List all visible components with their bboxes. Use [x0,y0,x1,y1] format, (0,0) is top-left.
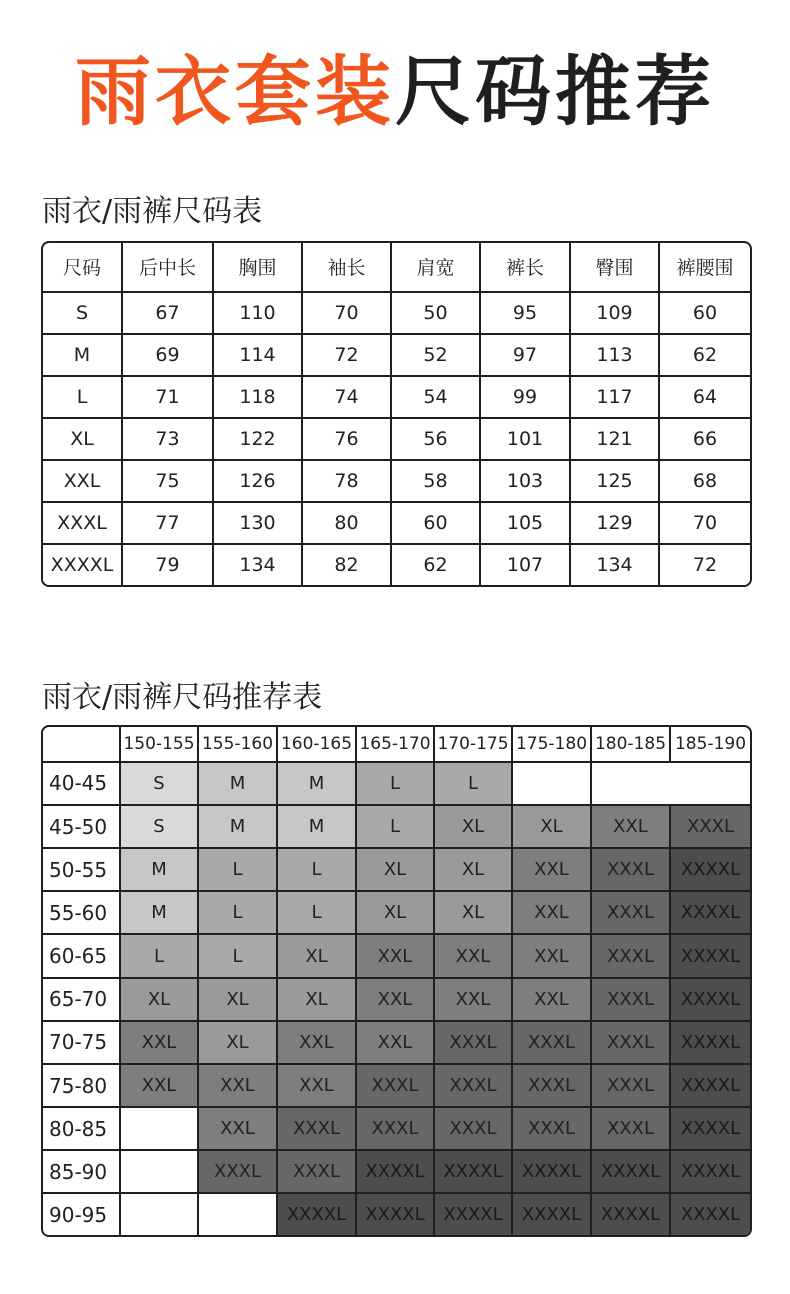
size-value-cell: 134 [570,544,659,585]
weight-row [43,848,750,891]
height-header-cell: 170-175 [434,727,512,762]
height-header-cell: 175-180 [512,727,591,762]
weight-label-cell: 60-65 [43,934,120,977]
corner-cell [43,727,120,762]
weight-row [43,934,750,977]
size-header-cell: 尺码 [43,243,122,292]
size-recommend-cell: XXL [512,934,591,977]
size-recommend-cell: XXXL [198,1150,277,1193]
size-label-cell: S [43,292,122,334]
size-value-cell: 75 [122,460,213,502]
size-recommend-cell: XL [277,978,356,1021]
size-value-cell: 113 [570,334,659,376]
size-recommend-cell: XXXL [434,1021,512,1064]
size-recommend-cell: XXXXL [434,1193,512,1235]
size-recommend-cell: L [356,762,434,805]
weight-label-cell: 85-90 [43,1150,120,1193]
size-value-cell: 70 [302,292,391,334]
empty-cell [120,1107,198,1150]
size-recommend-cell: XXL [434,934,512,977]
size-value-cell: 72 [659,544,750,585]
size-value-cell: 125 [570,460,659,502]
size-value-cell: 134 [213,544,302,585]
size-value-cell: 60 [391,502,480,544]
size-header-cell: 臀围 [570,243,659,292]
weight-label-cell: 65-70 [43,978,120,1021]
size-header-cell: 肩宽 [391,243,480,292]
size-header-cell: 袖长 [302,243,391,292]
size-label-cell: L [43,376,122,418]
size-recommend-cell: S [120,805,198,848]
size-recommend-cell: XXXXL [591,1193,670,1235]
size-recommend-cell: XXL [198,1107,277,1150]
size-recommend-cell: XXL [512,848,591,891]
weight-label-cell: 80-85 [43,1107,120,1150]
size-recommend-cell: XXL [198,1064,277,1107]
size-label-cell: XL [43,418,122,460]
size-recommend-cell: XXXL [512,1107,591,1150]
size-recommend-cell: XXL [434,978,512,1021]
size-header-cell: 胸围 [213,243,302,292]
size-value-cell: 95 [480,292,570,334]
size-recommend-cell: XXXL [670,805,750,848]
size-recommend-cell: XXXXL [670,1107,750,1150]
size-recommend-cell: XXXL [277,1107,356,1150]
height-header-row [43,727,750,762]
empty-cell [198,1193,277,1235]
size-recommend-cell: M [120,848,198,891]
size-row [43,544,750,585]
size-value-cell: 130 [213,502,302,544]
weight-row [43,891,750,934]
height-header-cell: 160-165 [277,727,356,762]
size-value-cell: 69 [122,334,213,376]
weight-label-cell: 90-95 [43,1193,120,1235]
weight-row [43,1193,750,1235]
size-recommend-cell: XXL [512,978,591,1021]
height-header-cell: 185-190 [670,727,750,762]
height-header-cell: 180-185 [591,727,670,762]
size-label-cell: M [43,334,122,376]
size-value-cell: 117 [570,376,659,418]
size-recommend-cell: M [198,805,277,848]
weight-row [43,805,750,848]
size-recommend-cell: L [356,805,434,848]
weight-label-cell: 55-60 [43,891,120,934]
size-recommend-cell: XXXXL [670,1193,750,1235]
recommend-table-frame [41,725,752,1237]
size-value-cell: 79 [122,544,213,585]
size-value-cell: 73 [122,418,213,460]
empty-cell [120,1150,198,1193]
weight-row [43,1064,750,1107]
size-recommend-cell: XXL [356,978,434,1021]
size-recommend-cell: XXXL [434,1064,512,1107]
size-recommend-cell: XL [198,978,277,1021]
size-recommend-cell: XXXL [591,1021,670,1064]
size-value-cell: 66 [659,418,750,460]
size-recommend-cell: XXXXL [670,978,750,1021]
size-value-cell: 114 [213,334,302,376]
size-table-frame [41,241,752,587]
size-recommend-cell: L [198,934,277,977]
size-row [43,460,750,502]
size-value-cell: 58 [391,460,480,502]
size-value-cell: 126 [213,460,302,502]
recommend-table [43,727,750,1235]
height-header-cell: 165-170 [356,727,434,762]
size-value-cell: 118 [213,376,302,418]
size-value-cell: 129 [570,502,659,544]
size-recommend-cell: XXXL [591,1064,670,1107]
size-recommend-cell: XXXXL [670,1064,750,1107]
size-recommend-cell: XXL [356,1021,434,1064]
height-header-cell: 155-160 [198,727,277,762]
size-header-cell: 裤腰围 [659,243,750,292]
weight-row [43,1021,750,1064]
size-recommend-cell: L [198,891,277,934]
size-value-cell: 74 [302,376,391,418]
size-value-cell: 101 [480,418,570,460]
size-value-cell: 70 [659,502,750,544]
size-recommend-cell: XL [512,805,591,848]
size-recommend-cell: XL [356,891,434,934]
size-recommend-cell: XXXL [356,1107,434,1150]
size-table [43,243,750,585]
size-recommend-cell: XL [434,891,512,934]
size-table-title: 雨衣/雨裤尺码表 [42,194,263,229]
size-recommend-cell: L [434,762,512,805]
size-recommend-cell: M [277,762,356,805]
size-value-cell: 50 [391,292,480,334]
size-recommend-cell: XXXL [277,1150,356,1193]
size-recommend-cell: XL [434,848,512,891]
size-recommend-cell: XXXXL [356,1193,434,1235]
size-recommend-cell: XL [356,848,434,891]
size-recommend-cell: XXXXL [356,1150,434,1193]
size-value-cell: 110 [213,292,302,334]
size-value-cell: 54 [391,376,480,418]
size-value-cell: 77 [122,502,213,544]
size-recommend-cell: XXL [120,1064,198,1107]
empty-cell [591,762,750,805]
size-recommend-cell: L [277,848,356,891]
empty-cell [512,762,591,805]
weight-label-cell: 45-50 [43,805,120,848]
size-row [43,334,750,376]
size-value-cell: 60 [659,292,750,334]
size-recommend-cell: XXXXL [670,934,750,977]
size-recommend-cell: XXXXL [434,1150,512,1193]
size-recommend-cell: XXXL [591,934,670,977]
size-recommend-cell: L [120,934,198,977]
size-recommend-cell: XXXL [434,1107,512,1150]
size-row [43,292,750,334]
size-value-cell: 76 [302,418,391,460]
size-recommend-cell: L [277,891,356,934]
size-label-cell: XXL [43,460,122,502]
weight-row [43,762,750,805]
size-header-cell: 后中长 [122,243,213,292]
size-value-cell: 78 [302,460,391,502]
size-row [43,376,750,418]
size-recommend-cell: XL [277,934,356,977]
size-label-cell: XXXL [43,502,122,544]
size-recommend-cell: XXXL [356,1064,434,1107]
weight-label-cell: 70-75 [43,1021,120,1064]
size-value-cell: 71 [122,376,213,418]
size-recommend-cell: XXXXL [512,1193,591,1235]
size-value-cell: 56 [391,418,480,460]
size-recommend-cell: M [277,805,356,848]
weight-label-cell: 75-80 [43,1064,120,1107]
size-value-cell: 122 [213,418,302,460]
size-value-cell: 67 [122,292,213,334]
size-recommend-cell: XXXL [591,891,670,934]
size-value-cell: 105 [480,502,570,544]
size-recommend-cell: XXL [120,1021,198,1064]
size-row [43,418,750,460]
size-label-cell: XXXXL [43,544,122,585]
size-recommend-cell: XL [120,978,198,1021]
size-value-cell: 109 [570,292,659,334]
size-recommend-cell: XXXXL [670,1150,750,1193]
size-recommend-cell: XXXXL [512,1150,591,1193]
size-recommend-cell: L [198,848,277,891]
size-value-cell: 97 [480,334,570,376]
page-title [0,42,790,142]
size-value-cell: 52 [391,334,480,376]
size-value-cell: 80 [302,502,391,544]
empty-cell [120,1193,198,1235]
weight-row [43,1107,750,1150]
weight-row [43,1150,750,1193]
size-value-cell: 82 [302,544,391,585]
size-recommend-cell: XXL [591,805,670,848]
title-accent: 雨衣套装 [75,47,395,136]
size-recommend-cell: XXL [277,1064,356,1107]
size-recommend-cell: XXXL [591,1107,670,1150]
size-recommend-cell: XXXXL [670,891,750,934]
size-recommend-cell: M [198,762,277,805]
size-recommend-cell: XXXXL [670,1021,750,1064]
size-value-cell: 107 [480,544,570,585]
size-value-cell: 62 [659,334,750,376]
weight-label-cell: 50-55 [43,848,120,891]
size-value-cell: 72 [302,334,391,376]
weight-label-cell: 40-45 [43,762,120,805]
size-recommend-cell: XXL [356,934,434,977]
height-header-cell: 150-155 [120,727,198,762]
size-recommend-cell: XXXL [512,1064,591,1107]
size-recommend-cell: XL [434,805,512,848]
size-value-cell: 64 [659,376,750,418]
size-recommend-cell: XXXXL [277,1193,356,1235]
size-recommend-cell: S [120,762,198,805]
size-value-cell: 62 [391,544,480,585]
size-recommend-cell: XXXXL [670,848,750,891]
title-dark: 尺码推荐 [395,47,715,136]
size-recommend-cell: XXL [512,891,591,934]
size-recommend-cell: M [120,891,198,934]
size-recommend-cell: XXXL [591,978,670,1021]
size-header-row [43,243,750,292]
size-recommend-cell: XL [198,1021,277,1064]
size-value-cell: 68 [659,460,750,502]
size-recommend-cell: XXXXL [591,1150,670,1193]
size-recommend-cell: XXXL [591,848,670,891]
size-value-cell: 99 [480,376,570,418]
recommend-table-title: 雨衣/雨裤尺码推荐表 [42,680,323,715]
weight-row [43,978,750,1021]
size-header-cell: 裤长 [480,243,570,292]
size-value-cell: 103 [480,460,570,502]
size-row [43,502,750,544]
size-value-cell: 121 [570,418,659,460]
size-recommend-cell: XXXL [512,1021,591,1064]
size-recommend-cell: XXL [277,1021,356,1064]
